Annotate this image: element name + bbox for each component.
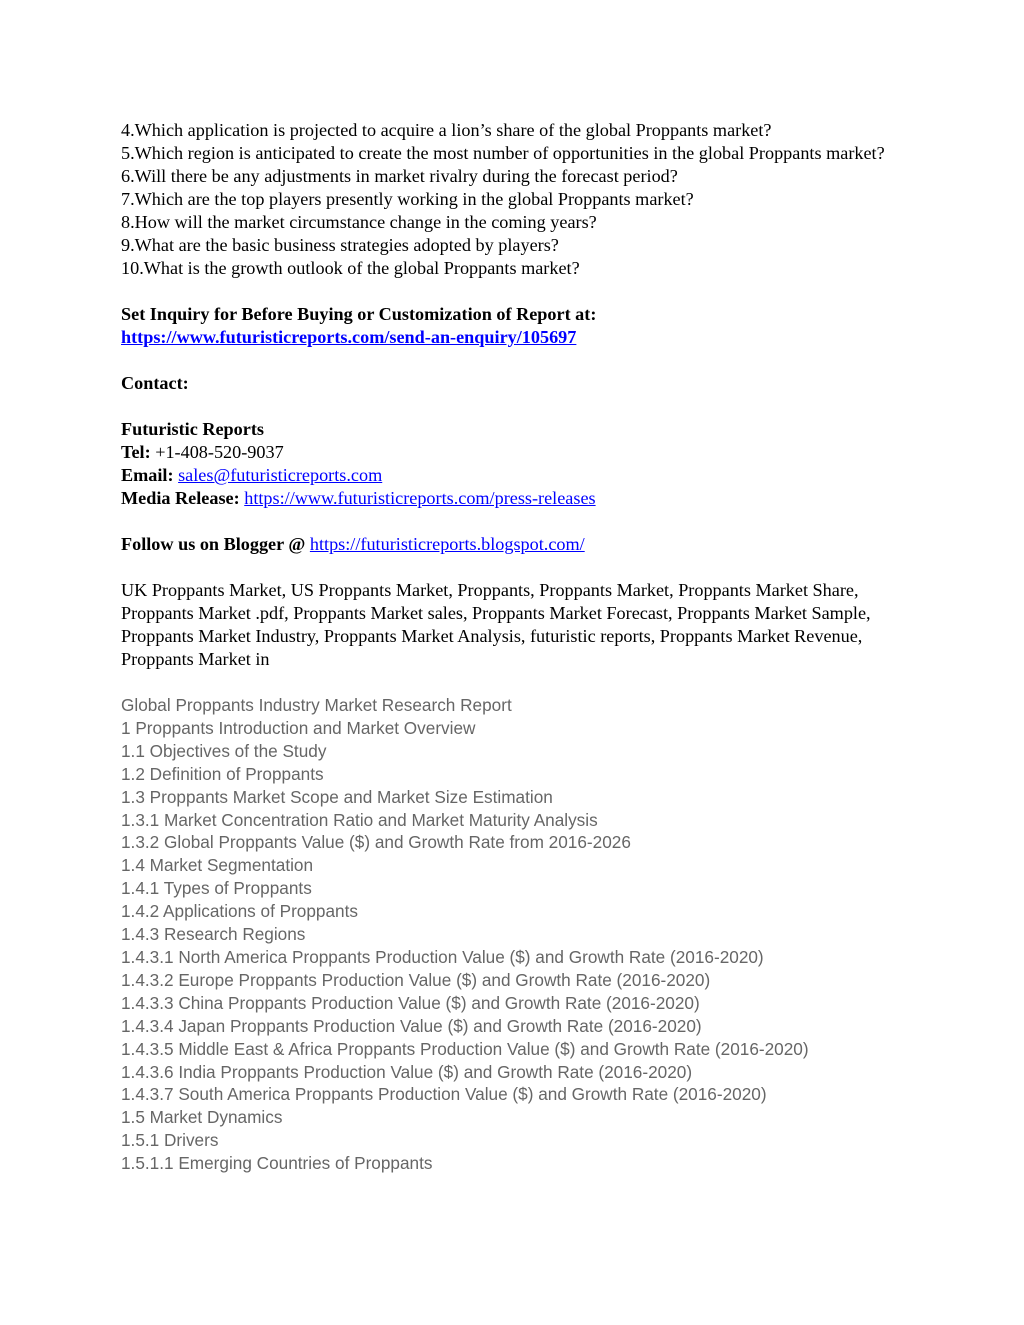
toc-item: 1.4.3.7 South America Proppants Production Value ($) and Growth Rate (2016-2020)	[121, 1084, 767, 1105]
inquiry-heading: Set Inquiry for Before Buying or Customization of Report at:	[121, 304, 597, 324]
media-release-label: Media Release:	[121, 488, 240, 508]
question-item: 7.Which are the top players presently working in the global Proppants market?	[121, 189, 694, 209]
tel-line	[121, 441, 911, 464]
toc-item: 1.4.3 Research Regions	[121, 924, 306, 945]
keywords-paragraph: UK Proppants Market, US Proppants Market, Proppants, Proppants Market, Proppants Market Share, Proppants Market .pdf, Proppants Market sales, Proppants Market Forecast, Proppants Market Sample, Proppants Market Industry, Proppants Market Analysis, futuristic reports, Proppants Market Revenue, Proppants Market in	[121, 580, 871, 669]
question-item: 6.Will there be any adjustments in market rivalry during the forecast period?	[121, 166, 678, 186]
follow-line	[121, 533, 911, 556]
table-of-contents	[121, 694, 911, 1175]
inquiry-section	[121, 303, 911, 349]
toc-item: 1.4.3.3 China Proppants Production Value ($) and Growth Rate (2016-2020)	[121, 992, 700, 1013]
document-page	[121, 119, 911, 1175]
email-label: Email:	[121, 465, 174, 485]
toc-item: 1.4.3.2 Europe Proppants Production Value ($) and Growth Rate (2016-2020)	[121, 969, 711, 990]
blogger-link[interactable]: https://futuristicreports.blogspot.com/	[309, 534, 585, 554]
toc-item: 1.3 Proppants Market Scope and Market Size Estimation	[121, 786, 553, 807]
toc-item: 1.5.1.1 Emerging Countries of Proppants	[121, 1153, 433, 1174]
contact-details	[121, 418, 911, 510]
toc-item: 1.3.2 Global Proppants Value ($) and Growth Rate from 2016-2026	[121, 832, 631, 853]
toc-item: 1.4.2 Applications of Proppants	[121, 901, 358, 922]
toc-item: 1.3.1 Market Concentration Ratio and Market Maturity Analysis	[121, 809, 598, 830]
toc-item: 1.5 Market Dynamics	[121, 1107, 283, 1128]
question-item: 5.Which region is anticipated to create the most number of opportunities in the global Proppants market?	[121, 143, 885, 163]
toc-item: 1.5.1 Drivers	[121, 1130, 219, 1151]
toc-item: 1.2 Definition of Proppants	[121, 763, 324, 784]
toc-item: 1.1 Objectives of the Study	[121, 740, 327, 761]
tel-value: +1-408-520-9037	[150, 442, 284, 462]
toc-title: Global Proppants Industry Market Research Report	[121, 695, 512, 715]
question-item: 8.How will the market circumstance change in the coming years?	[121, 212, 597, 232]
inquiry-link[interactable]: https://www.futuristicreports.com/send-an-enquiry/105697	[121, 327, 577, 347]
media-release-link[interactable]: https://www.futuristicreports.com/press-releases	[244, 488, 596, 508]
email-line	[121, 464, 911, 487]
toc-item: 1.4.3.6 India Proppants Production Value ($) and Growth Rate (2016-2020)	[121, 1061, 693, 1082]
toc-item: 1.4.3.1 North America Proppants Production Value ($) and Growth Rate (2016-2020)	[121, 946, 764, 967]
company-name: Futuristic Reports	[121, 419, 264, 439]
toc-item: 1.4 Market Segmentation	[121, 855, 314, 876]
follow-label: Follow us on Blogger @	[121, 534, 306, 554]
tel-label: Tel:	[121, 442, 151, 462]
question-item: 10.What is the growth outlook of the global Proppants market?	[121, 258, 580, 278]
contact-heading: Contact:	[121, 373, 189, 393]
toc-item: 1.4.3.5 Middle East & Africa Proppants Production Value ($) and Growth Rate (2016-2020)	[121, 1038, 809, 1059]
email-link[interactable]: sales@futuristicreports.com	[178, 465, 383, 485]
media-release-line	[121, 487, 911, 510]
question-item: 4.Which application is projected to acquire a lion’s share of the global Proppants market?	[121, 120, 772, 140]
questions-list	[121, 119, 911, 280]
toc-item: 1.4.1 Types of Proppants	[121, 878, 312, 899]
question-item: 9.What are the basic business strategies adopted by players?	[121, 235, 559, 255]
toc-item: 1 Proppants Introduction and Market Overview	[121, 717, 476, 738]
toc-item: 1.4.3.4 Japan Proppants Production Value ($) and Growth Rate (2016-2020)	[121, 1015, 702, 1036]
